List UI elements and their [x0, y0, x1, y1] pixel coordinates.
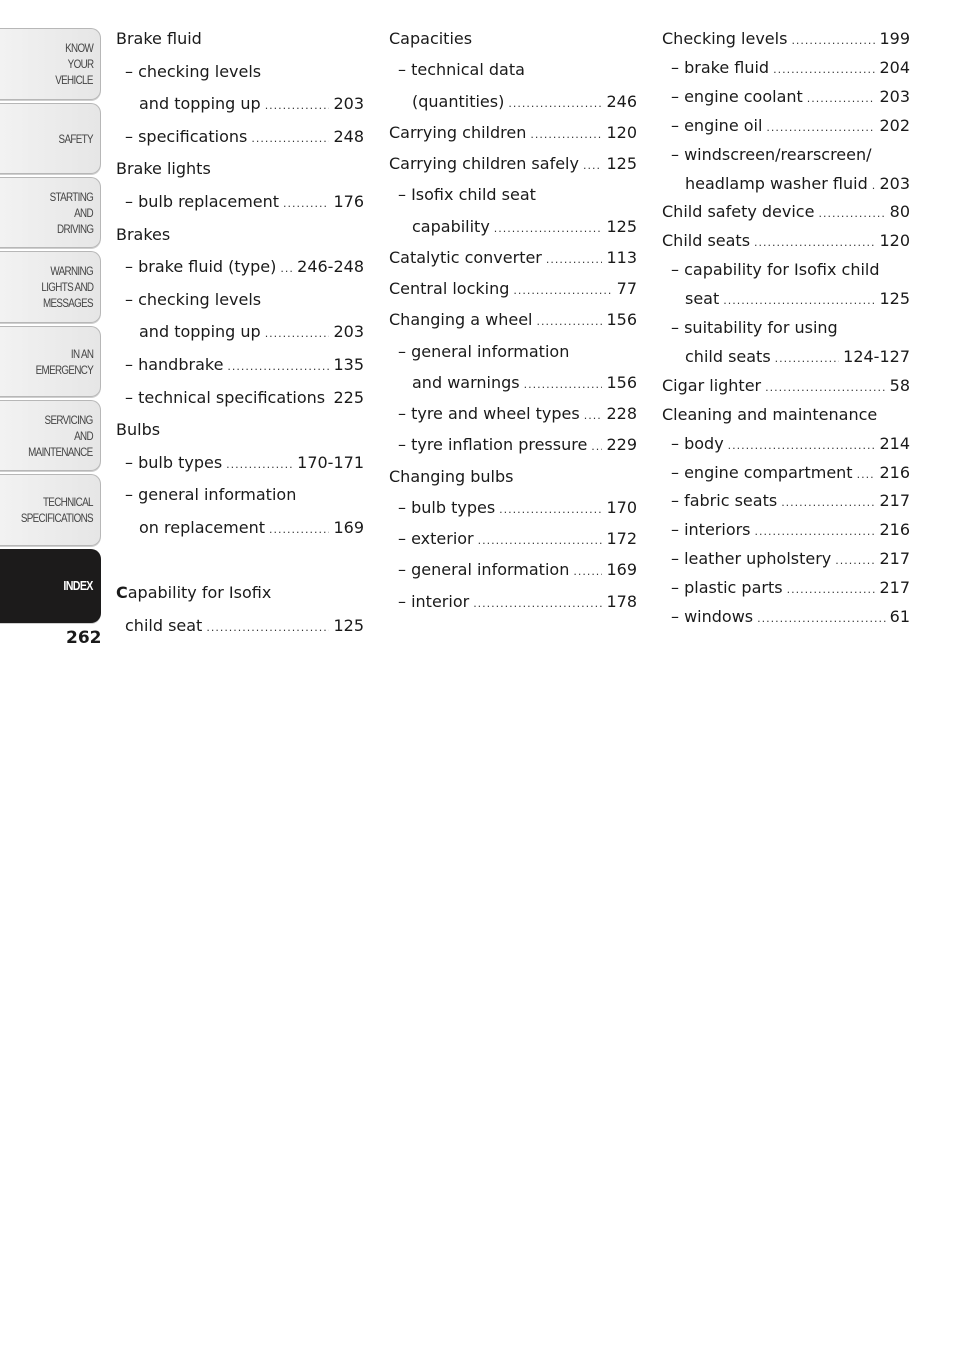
- index-entry-label: Carrying children: [389, 122, 527, 142]
- dot-leader: [283, 190, 329, 218]
- index-entry-label: – engine oil: [671, 115, 763, 135]
- dot-leader: [265, 92, 330, 120]
- index-entry-label: – technical specifications: [125, 387, 326, 407]
- index-entry-label: – tyre and wheel types: [398, 404, 580, 423]
- index-entry: [671, 54, 910, 82]
- dot-leader: [524, 371, 603, 399]
- index-entry: [685, 170, 910, 198]
- index-page-ref: 217: [879, 549, 910, 569]
- index-entry: [412, 213, 637, 241]
- index-entry: [398, 525, 637, 553]
- index-entry: [389, 119, 637, 147]
- index-page-ref: 169: [333, 518, 364, 537]
- index-entry-label: – windows: [671, 607, 754, 626]
- page-number: 262: [66, 628, 102, 648]
- index-entry-label: Catalytic converter: [389, 247, 542, 267]
- index-entry-label: – brake fluid (type): [125, 257, 277, 277]
- dot-leader: [494, 215, 603, 243]
- dot-leader: [728, 432, 876, 460]
- index-page-ref: 77: [616, 279, 637, 298]
- index-entry-label: – bulb types: [125, 452, 223, 472]
- index-entry: [389, 275, 637, 303]
- index-entry-label: capability: [412, 216, 490, 236]
- index-entry: [398, 431, 637, 459]
- index-entry: [389, 244, 637, 272]
- dot-leader: [857, 461, 876, 489]
- index-page-ref: 125: [606, 216, 637, 236]
- dot-leader: [280, 255, 293, 283]
- index-entry: [412, 88, 637, 116]
- chapter-tab-label: INDEX: [63, 578, 93, 593]
- chapter-tab-label: EMERGENCY: [35, 362, 93, 377]
- chapter-tab-label: VEHICLE: [55, 73, 93, 87]
- index-entry: [671, 459, 910, 487]
- chapter-tab-label: KNOW: [65, 41, 93, 55]
- index-entry-label: – general information: [398, 341, 570, 361]
- index-entry-label: Central locking: [389, 279, 510, 298]
- index-page-ref: 225: [333, 387, 364, 407]
- index-entry-label: (quantities): [412, 91, 505, 111]
- dot-leader: [226, 451, 293, 479]
- index-entry-text: apability for Isofix: [127, 583, 272, 603]
- dot-leader: [723, 287, 875, 315]
- index-page-ref: 203: [879, 86, 910, 106]
- index-page-ref: 203: [333, 94, 364, 114]
- index-entry: [116, 416, 364, 444]
- index-entry: [139, 514, 364, 542]
- index-entry: [671, 430, 910, 458]
- chapter-tab-label: AND: [74, 428, 93, 443]
- index-entry-label: Carrying children safely: [389, 154, 579, 173]
- index-letter-initial: C: [116, 583, 128, 603]
- index-entry: [671, 516, 910, 544]
- index-entry-label: [116, 579, 271, 607]
- index-entry: [389, 25, 637, 53]
- index-entry: [125, 286, 364, 314]
- index-entry: [412, 369, 637, 397]
- chapter-tab-starting-and-driving[interactable]: [0, 177, 101, 248]
- index-page-ref: 156: [606, 310, 637, 330]
- dot-leader: [473, 590, 602, 618]
- index-page-ref: 217: [879, 491, 910, 511]
- index-entry-label: Brakes: [116, 224, 171, 244]
- chapter-tab-label: IN AN: [70, 346, 93, 361]
- index-entry: [671, 603, 910, 631]
- index-entry-label: – general information: [125, 485, 297, 505]
- index-entry-label: – plastic parts: [671, 578, 783, 598]
- index-entry-label: – windscreen/rearscreen/: [671, 144, 872, 164]
- dot-leader: [537, 308, 603, 336]
- index-page-ref: 216: [879, 462, 910, 482]
- index-entry-label: – technical data: [398, 60, 525, 80]
- index-entry: [125, 481, 364, 509]
- index-page-ref: 202: [879, 115, 910, 135]
- index-entry-label: on replacement: [139, 518, 265, 537]
- index-entry-label: Checking levels: [662, 29, 788, 48]
- index-page-ref: 61: [889, 607, 910, 626]
- dot-leader: [269, 516, 329, 544]
- index-entry: [671, 487, 910, 515]
- chapter-tab-warning-lights-and-messages[interactable]: [0, 251, 101, 323]
- index-entry-label: Changing a wheel: [389, 310, 533, 330]
- index-page-ref: 125: [333, 615, 364, 635]
- dot-leader: [573, 558, 602, 586]
- chapter-tab-index[interactable]: [0, 549, 101, 623]
- index-entry-label: and topping up: [139, 94, 261, 114]
- chapter-tab-label: TECHNICAL: [43, 495, 93, 509]
- index-entry: [389, 463, 637, 491]
- index-entry: [671, 141, 910, 169]
- index-page-ref: 156: [606, 372, 637, 392]
- index-entry-label: Cleaning and maintenance: [662, 404, 878, 424]
- index-page-ref: 113: [606, 247, 637, 267]
- dot-leader: [478, 527, 603, 555]
- index-entry-label: Capacities: [389, 29, 473, 48]
- index-entry-label: child seat: [125, 615, 203, 635]
- chapter-tab-label: STARTING: [49, 189, 93, 204]
- chapter-tab-safety[interactable]: [0, 103, 101, 174]
- index-page-ref: 178: [606, 591, 637, 611]
- index-entry: [398, 588, 637, 616]
- index-entry-label: – leather upholstery: [671, 549, 832, 569]
- index-entry: [139, 318, 364, 346]
- index-entry: [389, 150, 637, 178]
- index-entry-label: – capability for Isofix child: [671, 260, 880, 280]
- dot-leader: [755, 518, 876, 546]
- chapter-tab-label: SPECIFICATIONS: [20, 511, 93, 525]
- chapter-tab-label: DRIVING: [56, 221, 93, 236]
- index-entry-label: Child safety device: [662, 202, 815, 222]
- index-page-ref: 135: [333, 355, 364, 374]
- index-entry-label: – exterior: [398, 529, 474, 548]
- index-page-ref: 214: [879, 433, 910, 453]
- dot-leader: [530, 121, 602, 149]
- dot-leader: [872, 172, 876, 200]
- index-entry-label: – brake fluid: [671, 57, 770, 77]
- index-entry-label: – suitability for using: [671, 318, 838, 337]
- chapter-tab-label: MAINTENANCE: [28, 444, 93, 459]
- index-entry: [125, 384, 364, 412]
- index-entry-label: Brake fluid: [116, 29, 202, 48]
- chapter-tab-in-an-emergency[interactable]: [0, 326, 101, 397]
- index-page-ref: 203: [879, 173, 910, 193]
- index-entry: [398, 181, 637, 209]
- index-page-ref: 120: [606, 122, 637, 142]
- index-page-ref: 172: [606, 529, 637, 548]
- chapter-tab-technical-specifications[interactable]: [0, 474, 101, 546]
- dot-leader: [765, 374, 886, 402]
- index-entry: [116, 579, 364, 607]
- dot-leader: [781, 489, 875, 517]
- index-page-ref: 170-171: [297, 452, 364, 472]
- index-entry: [662, 198, 910, 226]
- index-entry: [116, 155, 364, 183]
- index-entry-label: – engine coolant: [671, 86, 803, 106]
- chapter-tab-label: SAFETY: [58, 131, 93, 146]
- index-page-ref: 125: [879, 289, 910, 309]
- index-entry-label: – checking levels: [125, 61, 262, 81]
- index-entry: [125, 351, 364, 379]
- index-page-ref: 203: [333, 322, 364, 342]
- index-entry-label: – body: [671, 433, 724, 453]
- index-entry: [671, 83, 910, 111]
- index-entry-label: headlamp washer fluid: [685, 173, 868, 193]
- index-entry-label: child seats: [685, 346, 771, 366]
- index-entry-label: Changing bulbs: [389, 466, 514, 486]
- dot-leader: [227, 353, 329, 381]
- index-entry: [398, 494, 637, 522]
- index-page-ref: 246: [606, 91, 637, 111]
- index-entry: [685, 285, 910, 313]
- index-page-ref: 170: [606, 497, 637, 517]
- dot-leader: [757, 605, 886, 633]
- dot-leader: [508, 90, 602, 118]
- index-entry-label: seat: [685, 289, 720, 309]
- index-entry-label: – general information: [398, 560, 570, 580]
- dot-leader: [513, 277, 612, 305]
- chapter-tab-label: LIGHTS AND: [41, 280, 93, 294]
- index-entry: [662, 372, 910, 400]
- dot-leader: [807, 85, 876, 113]
- chapter-tab-label: MESSAGES: [43, 296, 93, 310]
- index-entry: [398, 556, 637, 584]
- dot-leader: [265, 320, 330, 348]
- index-entry-label: and topping up: [139, 322, 261, 342]
- index-entry: [671, 545, 910, 573]
- index-page-ref: 199: [879, 29, 910, 48]
- index-entry-label: – bulb replacement: [125, 192, 280, 211]
- dot-leader: [583, 152, 602, 180]
- dot-leader: [584, 402, 603, 430]
- index-entry: [671, 574, 910, 602]
- index-entry-label: – checking levels: [125, 289, 262, 309]
- index-entry-label: – specifications: [125, 126, 248, 146]
- index-entry: [671, 256, 910, 284]
- dot-leader: [754, 229, 875, 257]
- index-entry-label: – Isofix child seat: [398, 185, 536, 205]
- index-page-ref: 125: [606, 154, 637, 173]
- index-page-ref: 229: [606, 435, 637, 455]
- dot-leader: [791, 27, 875, 55]
- index-page-ref: 217: [879, 578, 910, 598]
- index-entry: [398, 338, 637, 366]
- index-entry: [116, 25, 364, 53]
- index-entry: [125, 123, 364, 151]
- index-page-ref: 120: [879, 231, 910, 251]
- index-entry: [671, 314, 910, 342]
- index-entry: [139, 90, 364, 118]
- chapter-tab-label: AND: [74, 205, 93, 220]
- chapter-tab-know-your-vehicle[interactable]: [0, 28, 101, 100]
- index-entry: [685, 343, 910, 371]
- index-entry: [125, 58, 364, 86]
- dot-leader: [787, 576, 876, 604]
- index-entry: [125, 188, 364, 216]
- index-entry-label: – handbrake: [125, 355, 224, 374]
- index-entry-label: – interiors: [671, 520, 751, 540]
- dot-leader: [773, 56, 875, 84]
- dot-leader: [546, 246, 603, 274]
- index-page-ref: 246-248: [297, 257, 364, 277]
- index-entry-label: – fabric seats: [671, 491, 778, 511]
- index-page-ref: 228: [606, 404, 637, 423]
- index-page-ref: 176: [333, 192, 364, 211]
- chapter-tab-servicing-and-maintenance[interactable]: [0, 400, 101, 471]
- dot-leader: [835, 547, 875, 575]
- dot-leader: [775, 345, 839, 373]
- dot-leader: [499, 496, 602, 524]
- dot-leader: [251, 125, 329, 153]
- index-entry: [662, 25, 910, 53]
- index-entry-label: – engine compartment: [671, 462, 853, 482]
- index-entry-label: Child seats: [662, 231, 751, 251]
- chapter-tab-label: SERVICING: [44, 412, 93, 427]
- chapter-tab-label: WARNING: [50, 264, 93, 278]
- dot-leader: [818, 200, 885, 228]
- index-entry: [398, 400, 637, 428]
- index-entry-label: and warnings: [412, 372, 520, 392]
- index-page-ref: 80: [889, 202, 910, 222]
- index-entry-label: – bulb types: [398, 497, 496, 517]
- dot-leader: [206, 614, 329, 642]
- index-page-ref: 169: [606, 560, 637, 580]
- index-entry-label: – interior: [398, 591, 470, 611]
- index-entry: [116, 221, 364, 249]
- index-page-ref: 124-127: [843, 346, 910, 366]
- index-entry-label: – tyre inflation pressure: [398, 435, 588, 455]
- index-entry: [662, 227, 910, 255]
- index-page-ref: 204: [879, 57, 910, 77]
- index-page-ref: 216: [879, 520, 910, 540]
- chapter-tab-label: YOUR: [67, 57, 93, 71]
- index-page-ref: 58: [889, 375, 910, 395]
- index-entry: [662, 401, 910, 429]
- dot-leader: [591, 433, 602, 461]
- index-entry: [125, 612, 364, 640]
- index-entry: [398, 56, 637, 84]
- index-entry: [125, 449, 364, 477]
- index-entry: [389, 306, 637, 334]
- index-entry: [125, 253, 364, 281]
- index-entry: [671, 112, 910, 140]
- index-page-ref: 248: [333, 126, 364, 146]
- index-entry-label: Brake lights: [116, 159, 211, 179]
- index-entry-label: Cigar lighter: [662, 375, 762, 395]
- dot-leader: [766, 114, 875, 142]
- index-entry-label: Bulbs: [116, 420, 161, 440]
